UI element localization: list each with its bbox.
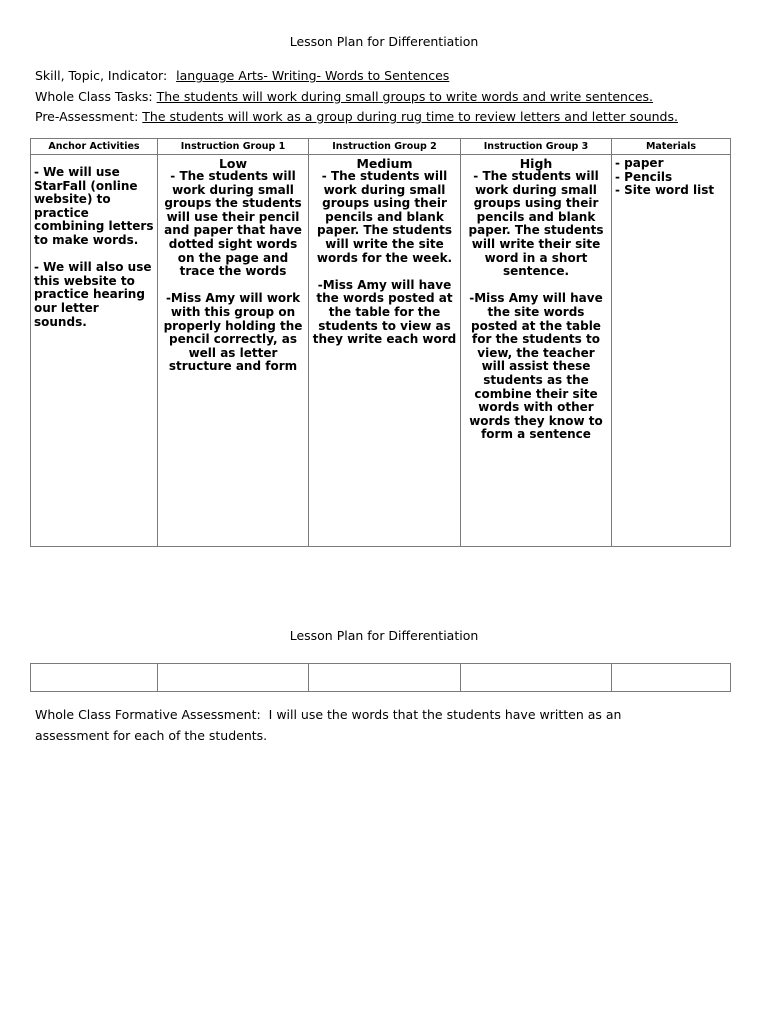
empty-table	[30, 663, 731, 692]
group2-paragraph-1: - The students will work during small groups using their pencils and blank paper. The students will write the site words for the week.	[316, 169, 453, 265]
group2-cell	[309, 155, 461, 547]
group3-level: High	[519, 156, 553, 171]
table-row	[31, 664, 731, 692]
material-item: - paper	[615, 156, 664, 170]
pre-assessment-value: The students will work as a group during rug time to review letters and letter sounds.	[142, 109, 678, 124]
whole-class-tasks-line	[35, 89, 653, 104]
whole-class-label: Whole Class Tasks:	[35, 89, 153, 104]
column-header-group3: Instruction Group 3	[461, 139, 612, 155]
column-header-group2: Instruction Group 2	[309, 139, 461, 155]
whole-class-value: The students will work during small groups to write words and write sentences.	[156, 89, 654, 104]
pre-assessment-label: Pre-Assessment:	[35, 109, 139, 124]
anchor-paragraph-2: - We will also use this website to practice hearing our letter sounds.	[34, 260, 152, 329]
empty-cell	[309, 664, 461, 692]
empty-cell	[158, 664, 309, 692]
formative-text: I will use the words that the students have written as an assessment for each of the students.	[35, 707, 622, 743]
pre-assessment-line	[35, 109, 678, 124]
anchor-activities-cell	[31, 155, 158, 547]
group1-paragraph-2: -Miss Amy will work with this group on properly holding the pencil correctly, as well as letter structure and form	[163, 291, 303, 374]
group3-paragraph-1: - The students will work during small groups using their pencils and blank paper. The students will write their site word in a short sentence.	[468, 169, 604, 279]
group2-level: Medium	[356, 156, 413, 171]
group1-cell	[158, 155, 309, 547]
page-title: Lesson Plan for Differentiation	[289, 34, 479, 49]
empty-cell	[461, 664, 612, 692]
empty-cell	[612, 664, 731, 692]
second-page-title: Lesson Plan for Differentiation	[289, 628, 479, 643]
group3-paragraph-2: -Miss Amy will have the site words posted at the table for the students to view, the teacher will assist these students as the combine their site words with other words they know to form a sentence	[469, 291, 603, 442]
column-header-materials: Materials	[612, 139, 731, 155]
material-item: - Pencils	[615, 169, 673, 184]
empty-cell	[31, 664, 158, 692]
formative-label: Whole Class Formative Assessment:	[35, 707, 261, 722]
material-item: - Site word list	[615, 183, 715, 198]
skill-topic-line	[35, 68, 449, 83]
lesson-plan-table	[30, 138, 731, 547]
group3-cell	[461, 155, 612, 547]
group2-paragraph-2: -Miss Amy will have the words posted at the table for the students to view as they write each word	[312, 277, 457, 347]
materials-cell	[612, 155, 731, 547]
anchor-paragraph-1: - We will use StarFall (online website) to practice combining letters to make words.	[34, 165, 154, 247]
column-header-group1: Instruction Group 1	[158, 139, 309, 155]
group1-level: Low	[218, 156, 248, 171]
skill-value: language Arts- Writing- Words to Sentences	[176, 68, 450, 83]
column-header-anchor: Anchor Activities	[31, 139, 158, 155]
skill-label: Skill, Topic, Indicator:	[35, 68, 168, 83]
table-row	[31, 155, 731, 547]
group1-paragraph-1: - The students will work during small groups the students will use their pencil and paper that have dotted sight words on the page and trace the words	[164, 169, 302, 279]
formative-assessment	[35, 704, 675, 746]
